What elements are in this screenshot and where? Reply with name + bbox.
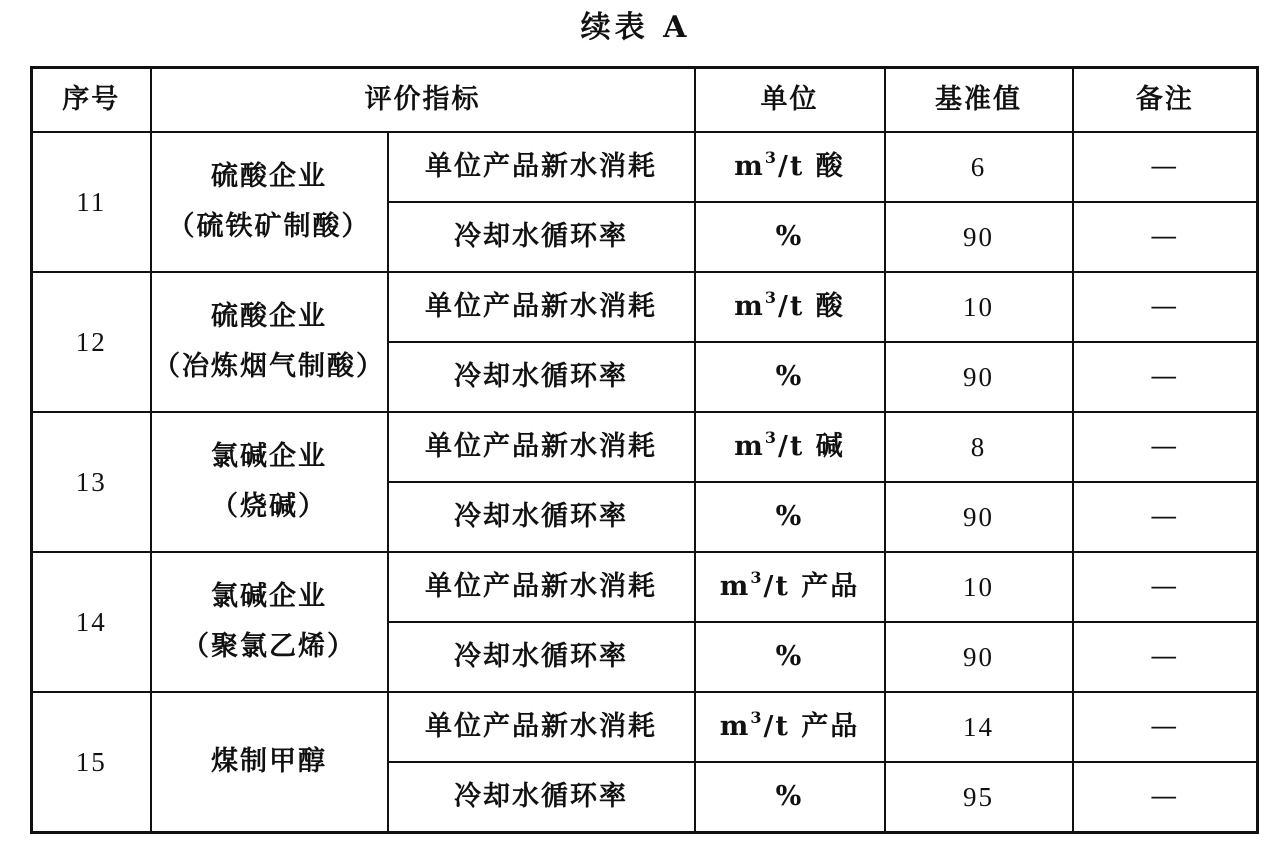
unit-suffix: /t 酸 [777,291,845,322]
unit-base: m [719,571,751,602]
seq-cell: 12 [32,272,151,412]
unit-cell [695,622,885,692]
table-row [32,692,1258,762]
unit-exponent: 3 [764,288,778,307]
unit-cell [695,692,885,762]
enterprise-cell [151,552,388,692]
enterprise-cell [151,272,388,412]
seq-cell: 11 [32,132,151,272]
header-indicator: 评价指标 [151,68,695,133]
unit-cell [695,342,885,412]
note-cell: — [1073,692,1258,762]
unit-base: % [775,781,804,812]
unit-cell [695,482,885,552]
note-cell: — [1073,342,1258,412]
value-cell: 95 [885,762,1073,833]
table-row [32,132,1258,202]
note-cell: — [1073,622,1258,692]
unit-suffix: /t 产品 [763,711,860,742]
unit-base: % [775,641,804,672]
indicator-cell: 冷却水循环率 [388,202,695,272]
water-benchmark-table [30,66,1259,834]
unit-cell [695,552,885,622]
note-cell: — [1073,412,1258,482]
enterprise-cell [151,132,388,272]
indicator-cell: 冷却水循环率 [388,622,695,692]
unit-exponent: 3 [750,568,764,587]
value-cell: 10 [885,552,1073,622]
unit-suffix: /t 碱 [777,431,845,462]
indicator-cell: 单位产品新水消耗 [388,692,695,762]
unit-base: m [719,711,751,742]
unit-base: % [775,361,804,392]
indicator-cell: 冷却水循环率 [388,482,695,552]
unit-cell [695,202,885,272]
table-row [32,272,1258,342]
header-row [32,68,1258,133]
table-title: 续表 A [580,10,691,45]
enterprise-line: 煤制甲醇 [211,746,327,777]
seq-cell: 13 [32,412,151,552]
unit-suffix: /t 产品 [763,571,860,602]
header-seq: 序号 [32,68,151,133]
indicator-cell: 单位产品新水消耗 [388,412,695,482]
unit-exponent: 3 [764,148,778,167]
note-cell: — [1073,482,1258,552]
seq-cell: 14 [32,552,151,692]
note-cell: — [1073,552,1258,622]
enterprise-line: （硫铁矿制酸） [167,211,371,242]
enterprise-line: （聚氯乙烯） [182,631,356,662]
value-cell: 8 [885,412,1073,482]
value-cell: 6 [885,132,1073,202]
indicator-cell: 单位产品新水消耗 [388,272,695,342]
unit-cell [695,412,885,482]
enterprise-line: 硫酸企业 [211,301,327,332]
table-body [32,132,1258,833]
value-cell: 90 [885,622,1073,692]
indicator-cell: 单位产品新水消耗 [388,132,695,202]
header-note: 备注 [1073,68,1258,133]
unit-cell [695,762,885,833]
value-cell: 14 [885,692,1073,762]
indicator-cell: 单位产品新水消耗 [388,552,695,622]
header-value: 基准值 [885,68,1073,133]
enterprise-cell [151,692,388,833]
unit-exponent: 3 [764,428,778,447]
value-cell: 90 [885,342,1073,412]
unit-cell [695,272,885,342]
enterprise-line: （冶炼烟气制酸） [153,351,385,382]
note-cell: — [1073,132,1258,202]
note-cell: — [1073,202,1258,272]
value-cell: 90 [885,202,1073,272]
enterprise-cell [151,412,388,552]
header-unit: 单位 [695,68,885,133]
unit-suffix: /t 酸 [777,151,845,182]
enterprise-line: 氯碱企业 [211,581,327,612]
value-cell: 90 [885,482,1073,552]
indicator-cell: 冷却水循环率 [388,342,695,412]
seq-cell: 15 [32,692,151,833]
unit-base: % [775,221,804,252]
unit-base: % [775,501,804,532]
unit-base: m [734,291,765,322]
table-row [32,412,1258,482]
indicator-cell: 冷却水循环率 [388,762,695,833]
unit-exponent: 3 [750,708,764,727]
enterprise-line: 氯碱企业 [211,441,327,472]
value-cell: 10 [885,272,1073,342]
unit-base: m [734,431,765,462]
table-row [32,552,1258,622]
unit-base: m [734,151,765,182]
note-cell: — [1073,272,1258,342]
enterprise-line: 硫酸企业 [211,161,327,192]
note-cell: — [1073,762,1258,833]
unit-cell [695,132,885,202]
enterprise-line: （烧碱） [211,491,327,522]
